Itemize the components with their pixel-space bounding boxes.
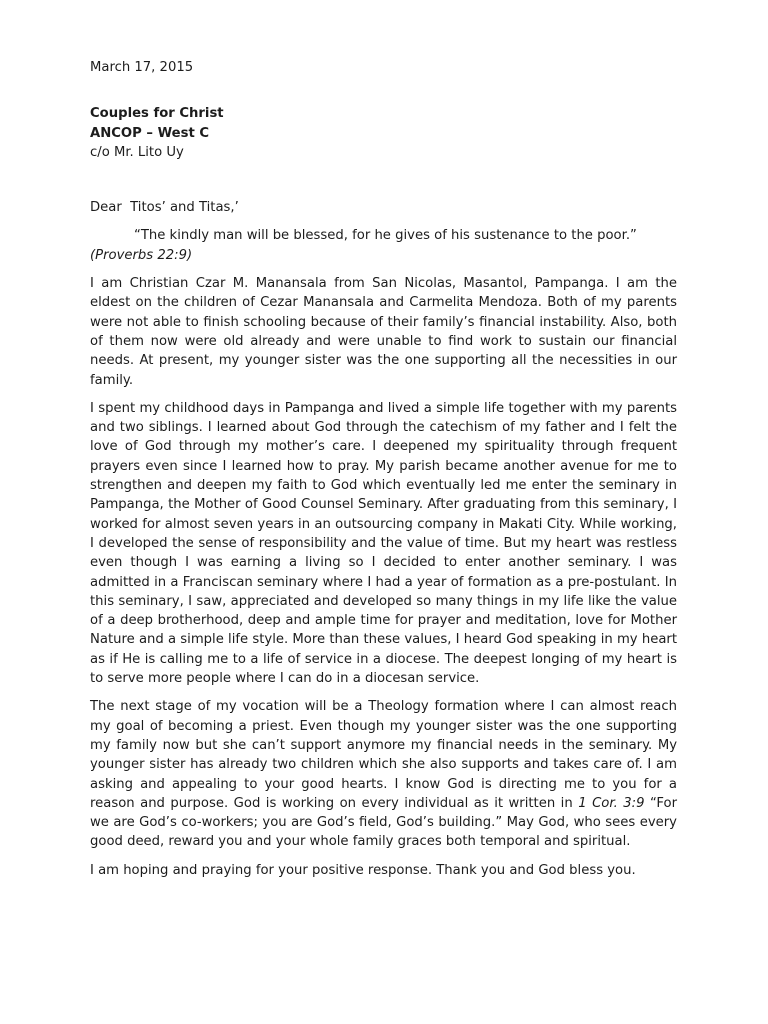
closing-line: I am hoping and praying for your positive response. Thank you and God bless you. (90, 862, 636, 878)
letter-date: March 17, 2015 (90, 60, 194, 75)
salutation: Dear Titos’ and Titas,’ (90, 200, 239, 216)
quote-text: “The kindly man will be blessed, for he gives of his sustenance to the poor.” (134, 228, 637, 244)
recipient-block (90, 104, 677, 162)
recipient-org-1: Couples for Christ (90, 106, 224, 122)
recipient-org-2: ANCOP – West C (90, 125, 210, 141)
paragraph-1: I am Christian Czar M. Manansala from San Nicolas, Masantol, Pampanga. I am the eldest on the children of Cezar Manansala and Carmelita Mendoza. Both of my parents were not able to finish schooling because of their family’s financial instability. Also, both of them now were old already and were unable to find work to sustain our financial needs. At present, my younger sister was the one supporting all the necessities in our family. (90, 276, 677, 388)
paragraph-3-reference: 1 Cor. 3:9 (578, 795, 645, 811)
paragraph-3 (90, 697, 677, 851)
letter-page (90, 58, 677, 880)
paragraph-3-text-a: The next stage of my vocation will be a Theology formation where I can almost reach my goal of becoming a priest. Even though my younger sister was the one supporting my family now but she can’t support anymore my financial needs in the seminary. My younger sister has already two children which she also supports and takes care of. I am asking and appealing to your good hearts. I know God is directing me to you for a reason and purpose. God is working on every individual as it written in (90, 699, 677, 811)
paragraph-2: I spent my childhood days in Pampanga and lived a simple life together with my parents and two siblings. I learned about God through the catechism of my father and I felt the love of God through my mother’s care. I deepened my spirituality through frequent prayers even since I learned how to pray. My parish became another avenue for me to strengthen and deepen my faith to God which eventually led me enter the seminary in Pampanga, the Mother of Good Counsel Seminary. After graduating from this seminary, I worked for almost seven years in an outsourcing company in Makati City. While working, I developed the sense of responsibility and the value of time. But my heart was restless even though I was earning a living so I decided to enter another seminary. I was admitted in a Franciscan seminary where I had a year of formation as a pre-postulant. In this seminary, I saw, appreciated and developed so many things in my life like the value of a deep brotherhood, deep and ample time for prayer and meditation, love for Mother Nature and a simple life style. More than these values, I heard God speaking in my heart as if He is calling me to a life of service in a diocese. The deepest longing of my heart is to serve more people where I can do in a diocesan service. (90, 400, 677, 687)
bible-quote (90, 226, 677, 265)
quote-reference: (Proverbs 22:9) (90, 247, 193, 263)
paragraph-3-text-b: “For we are God’s co-workers; you are God’s field, God’s building.” May God, who sees every good deed, reward you and your whole family graces both temporal and spiritual. (90, 795, 677, 850)
recipient-care-of: c/o Mr. Lito Uy (90, 144, 184, 160)
